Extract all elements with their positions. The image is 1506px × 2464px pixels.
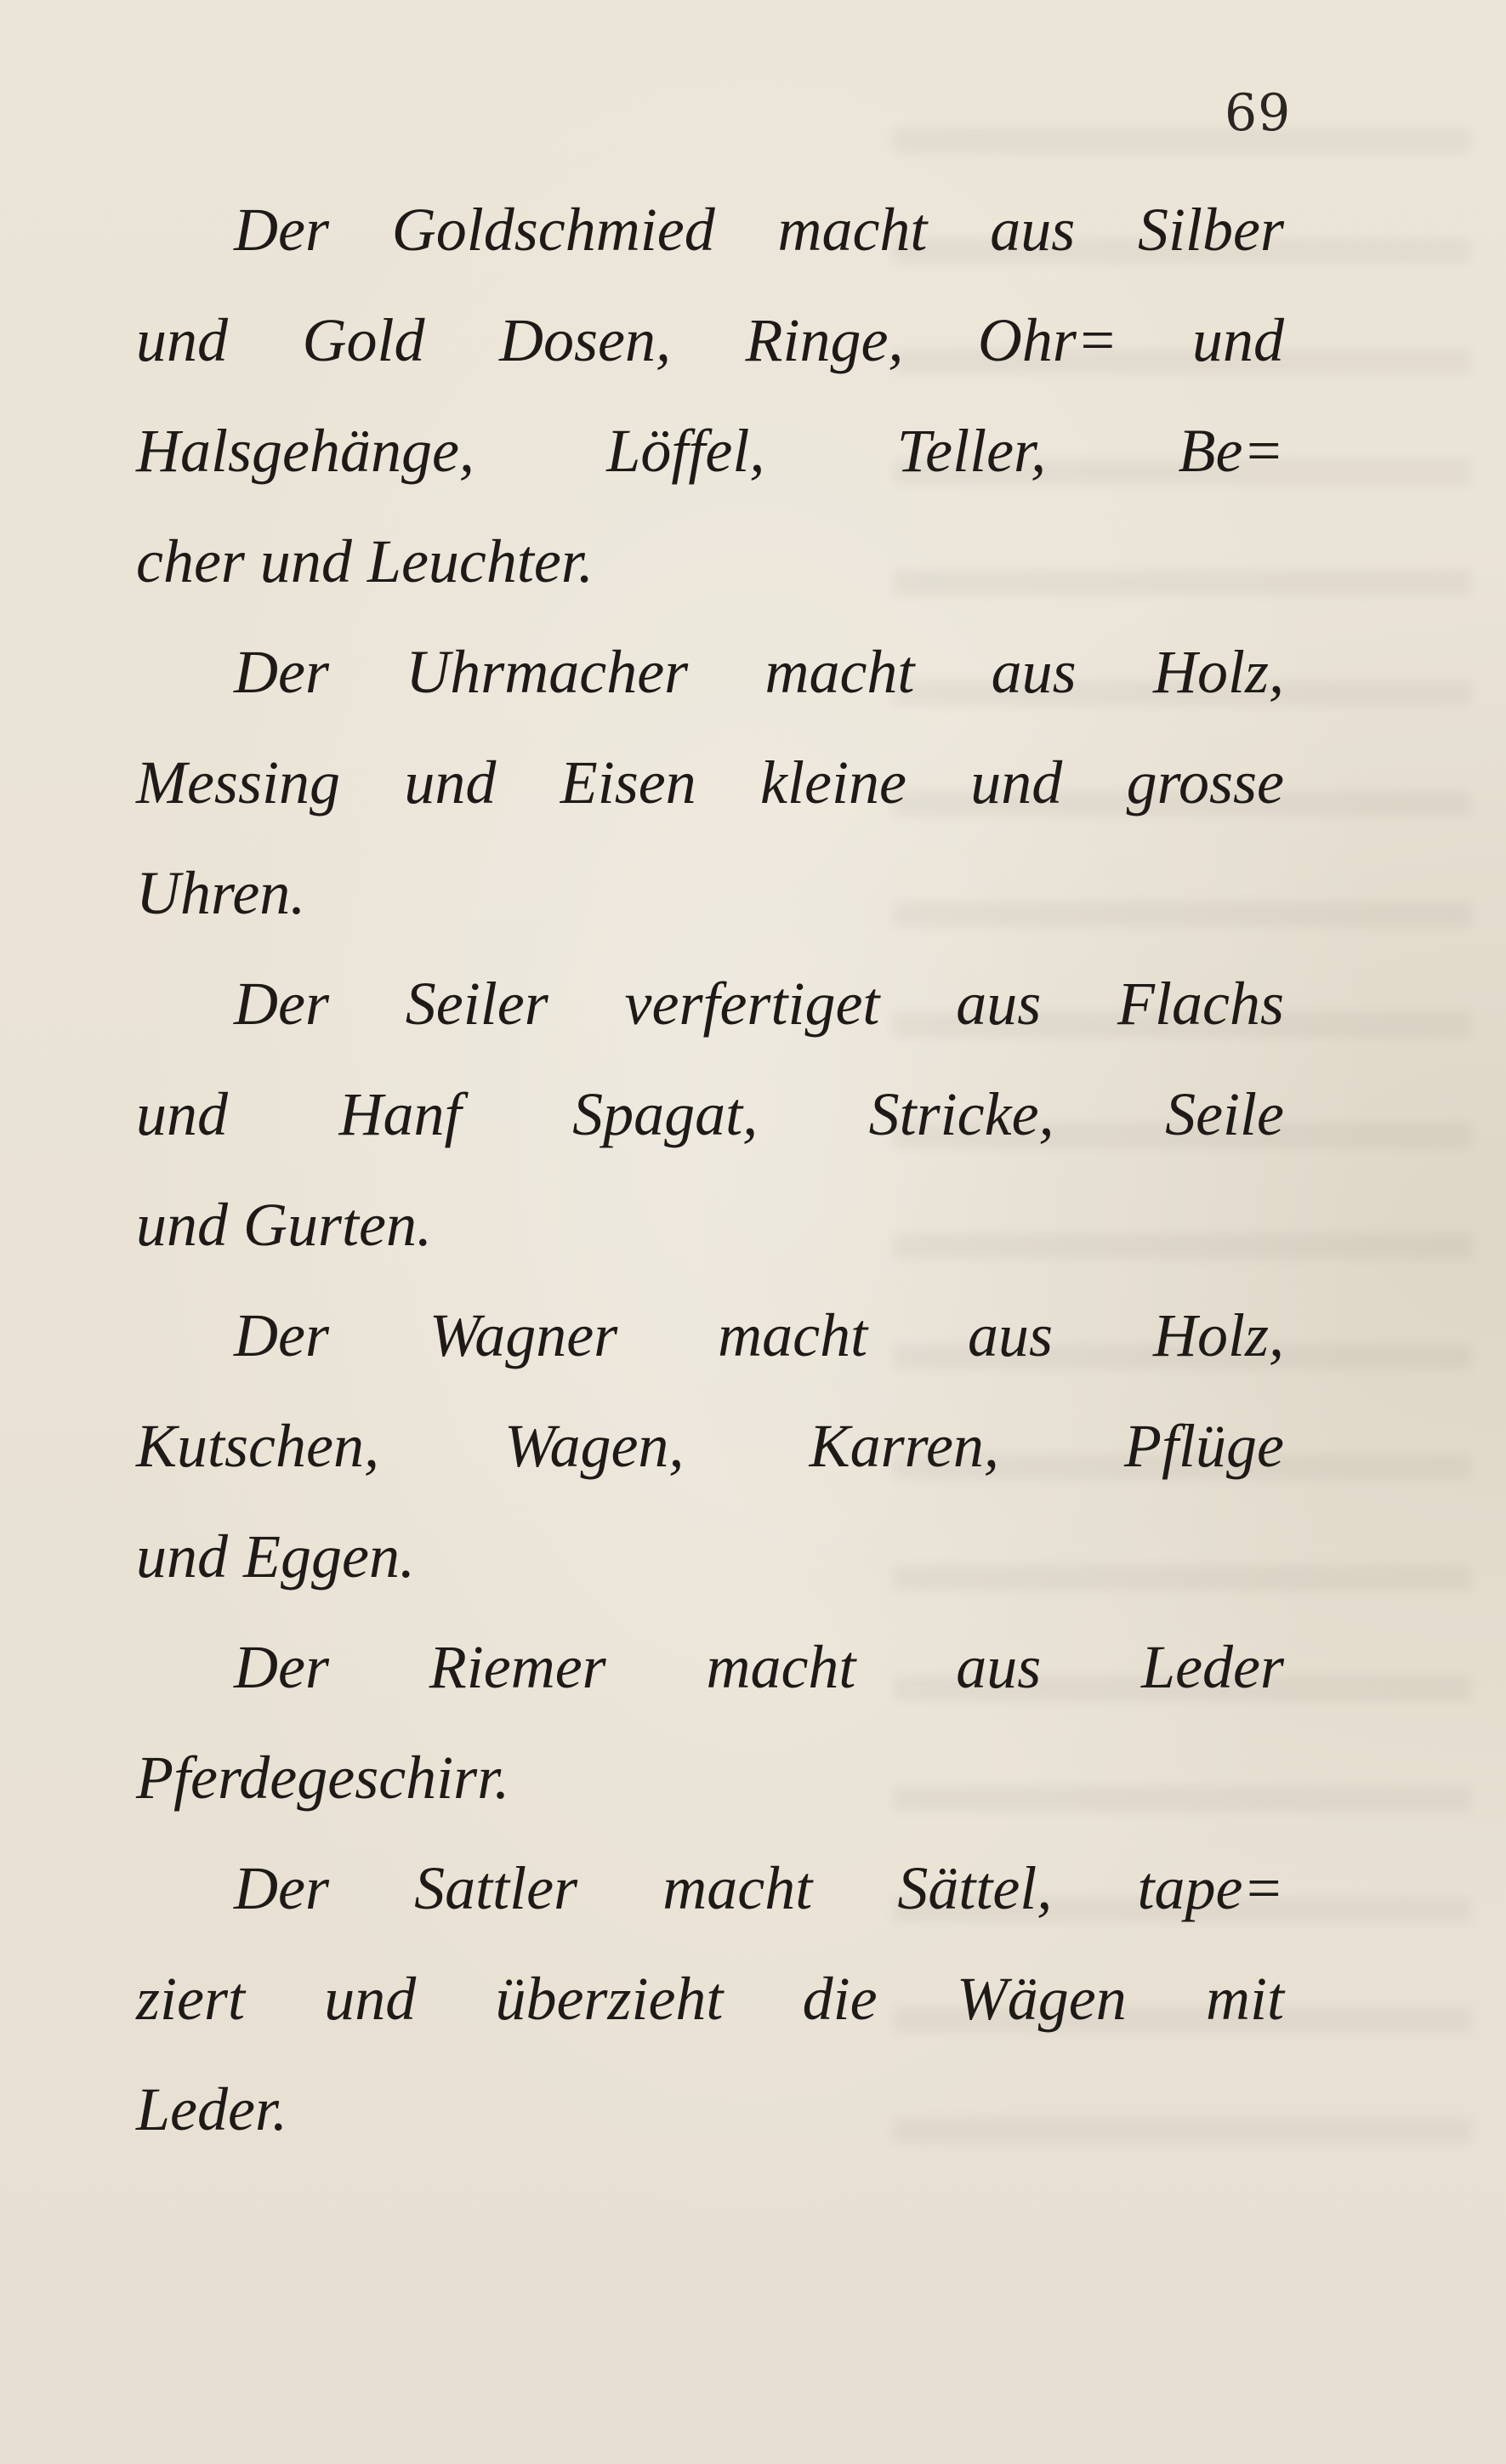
body-text xyxy=(136,174,1284,2165)
paragraph-uhrmacher xyxy=(136,617,1284,948)
text-line: und Eggen. xyxy=(136,1522,415,1591)
paragraph-goldschmied xyxy=(136,174,1284,617)
text-line: und Gurten. xyxy=(136,1191,432,1259)
text-line: Der Riemer macht aus Leder xyxy=(234,1633,1284,1701)
text-line: Der Sattler macht Sättel, tape= xyxy=(234,1854,1284,1922)
text-line: cher und Leuchter. xyxy=(136,527,594,595)
text-line: Messing und Eisen kleine und grosse xyxy=(136,748,1284,817)
paragraph-seiler xyxy=(136,948,1284,1280)
text-line: Uhren. xyxy=(136,859,306,927)
text-line: Der Wagner macht aus Holz, xyxy=(234,1301,1284,1369)
text-line: Pferdegeschirr. xyxy=(136,1744,510,1812)
text-line: Halsgehänge, Löffel, Teller, Be= xyxy=(136,417,1284,485)
page-number: 69 xyxy=(1225,83,1292,143)
text-line: und Hanf Spagat, Stricke, Seile xyxy=(136,1080,1284,1148)
text-line: ziert und überzieht die Wägen mit xyxy=(136,1965,1284,2033)
text-line: Der Seiler verfertiget aus Flachs xyxy=(234,970,1284,1038)
text-line: Der Uhrmacher macht aus Holz, xyxy=(234,638,1284,706)
text-line: Kutschen, Wagen, Karren, Pflüge xyxy=(136,1412,1284,1480)
text-line: und Gold Dosen, Ringe, Ohr= und xyxy=(136,306,1284,374)
paragraph-riemer xyxy=(136,1612,1284,1833)
paragraph-sattler xyxy=(136,1833,1284,2165)
text-line: Leder. xyxy=(136,2075,287,2143)
paragraph-wagner xyxy=(136,1280,1284,1612)
text-line: Der Goldschmied macht aus Silber xyxy=(234,196,1284,264)
